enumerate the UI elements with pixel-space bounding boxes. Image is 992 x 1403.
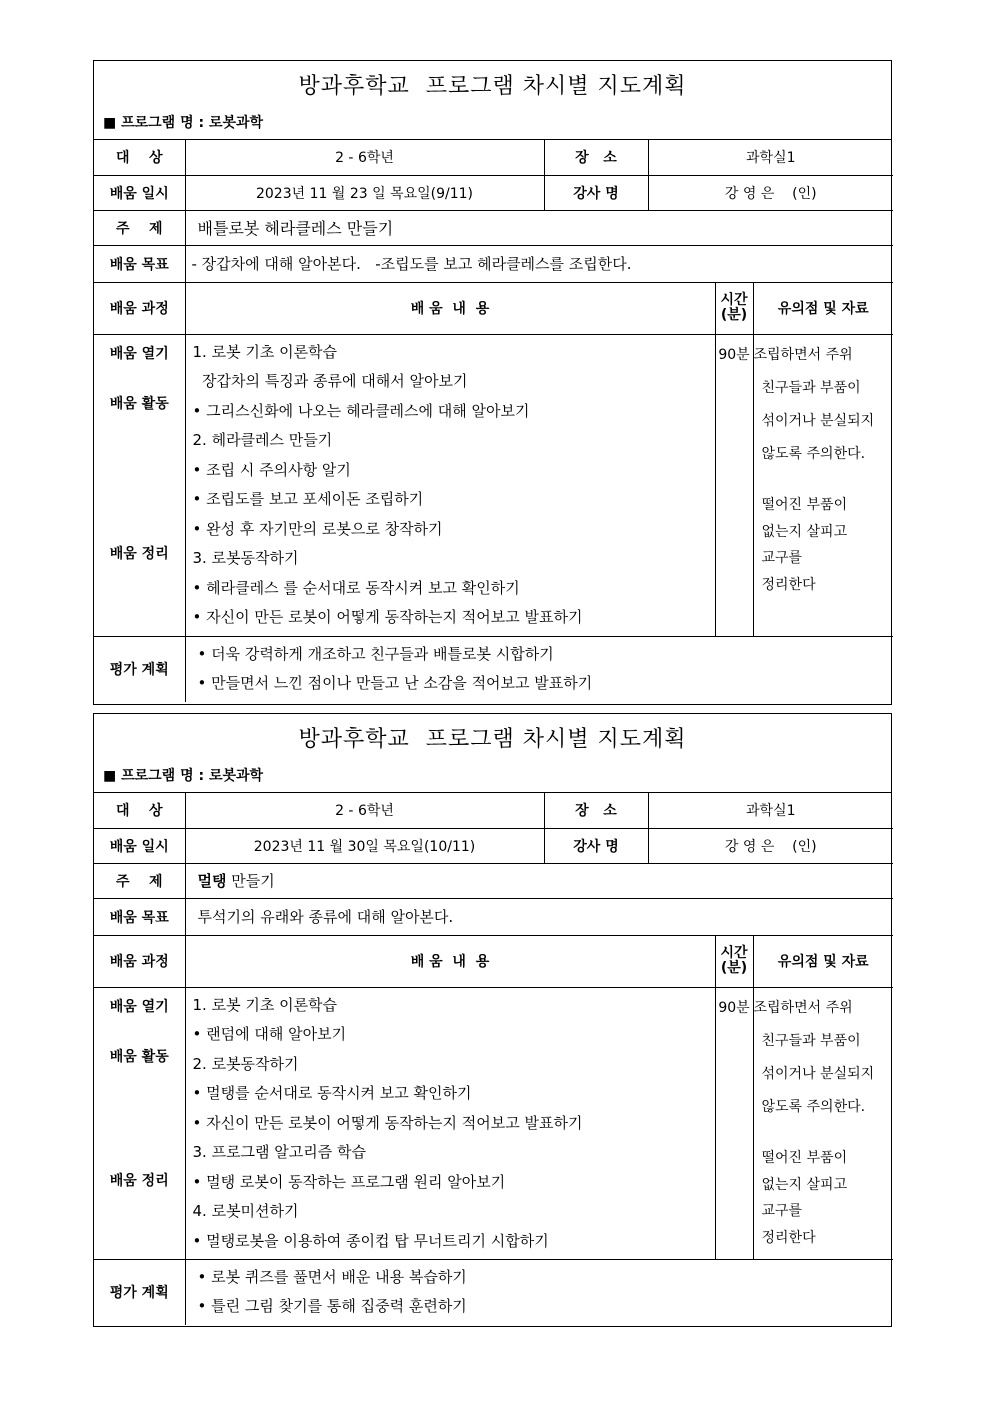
- content-line: • 조립 시 주의사항 알기: [192, 460, 351, 479]
- note-line: 없는지 살피고: [761, 1176, 848, 1193]
- topic-bold: 멀탱: [197, 872, 227, 890]
- note-line: 조립하면서 주위: [753, 346, 853, 363]
- note-line: 않도록 주의한다.: [761, 1098, 866, 1115]
- note-line: 떨어진 부품이: [761, 1149, 848, 1166]
- note-line: 친구들과 부품이: [761, 1032, 861, 1049]
- content-line: 장갑차의 특징과 종류에 대해서 알아보기: [192, 372, 468, 390]
- date-value: 2023년 11 월 23 일 목요일(9/11): [185, 175, 544, 210]
- target-label: 대 상: [94, 793, 185, 828]
- eval-line: • 로봇 퀴즈를 풀면서 배운 내용 복습하기: [197, 1268, 467, 1286]
- place-value: 과학실1: [648, 140, 893, 175]
- note-line: 없는지 살피고: [761, 523, 848, 540]
- process-label: 배움 과정: [94, 935, 185, 987]
- target-value: 2 - 6학년: [185, 140, 544, 175]
- plan-table: [94, 793, 893, 1325]
- place-label: 장 소: [544, 140, 648, 175]
- stage-activity: 배움 활동: [109, 395, 169, 412]
- time-label: 시간(분): [715, 935, 753, 987]
- note-line: 정리한다: [761, 576, 816, 593]
- content-line: • 헤라클레스 를 순서대로 동작시켜 보고 확인하기: [192, 578, 520, 597]
- plan-title: 방과후학교 프로그램 차시별 지도계획: [298, 74, 687, 99]
- content-line: 3. 프로그램 알고리즘 학습: [192, 1143, 367, 1161]
- content-line: 2. 헤라클레스 만들기: [192, 431, 333, 449]
- content-line: • 완성 후 자기만의 로봇으로 창작하기: [192, 519, 443, 538]
- content-label: 배 움 내 용: [185, 282, 715, 334]
- content-line: • 자신이 만든 로봇이 어떻게 동작하는지 적어보고 발표하기: [192, 608, 583, 626]
- notes-label: 유의점 및 자료: [753, 935, 893, 987]
- eval-line: • 만들면서 느낀 점이나 만들고 난 소감을 적어보고 발표하기: [197, 673, 593, 692]
- content-line: • 랜덤에 대해 알아보기: [192, 1025, 347, 1043]
- plan-header: [94, 61, 891, 140]
- plan-title: 방과후학교 프로그램 차시별 지도계획: [298, 727, 687, 752]
- time-label: 시간(분): [715, 282, 753, 334]
- topic-label: 주 제: [94, 210, 185, 245]
- content-line: • 자신이 만든 로봇이 어떻게 동작하는지 적어보고 발표하기: [192, 1113, 583, 1132]
- eval-line: • 더욱 강력하게 개조하고 친구들과 배틀로봇 시합하기: [197, 644, 554, 663]
- stage-open: 배움 열기: [109, 345, 169, 362]
- content-line: 1. 로봇 기초 이론학습: [192, 342, 338, 361]
- note-line: 정리한다: [761, 1229, 816, 1246]
- note-line: 떨어진 부품이: [761, 496, 848, 513]
- time-value: 90분: [715, 987, 753, 1260]
- note-line: 조립하면서 주위: [753, 999, 853, 1016]
- goal-value: 투석기의 유래와 종류에 대해 알아본다.: [185, 898, 893, 935]
- content-line: 3. 로봇동작하기: [192, 549, 299, 567]
- date-label: 배움 일시: [94, 828, 185, 863]
- notes-list: [753, 334, 893, 636]
- content-line: • 멀탱 로봇이 동작하는 프로그램 원리 알아보기: [192, 1172, 506, 1191]
- plan-table: [94, 140, 893, 702]
- place-label: 장 소: [544, 793, 648, 828]
- content-line: • 멀탱를 순서대로 동작시켜 보고 확인하기: [192, 1084, 472, 1102]
- content-line: 4. 로봇미션하기: [192, 1202, 299, 1220]
- stage-open: 배움 열기: [109, 998, 169, 1015]
- eval-list: [185, 1260, 893, 1325]
- note-line: 친구들과 부품이: [761, 379, 861, 396]
- note-line: 않도록 주의한다.: [761, 445, 866, 462]
- content-list: [185, 334, 715, 636]
- topic-value: 만들기: [226, 872, 275, 890]
- content-line: • 조립도를 보고 포세이돈 조립하기: [192, 490, 424, 508]
- content-label: 배 움 내 용: [185, 935, 715, 987]
- note-line: 교구를: [761, 549, 803, 566]
- eval-list: [185, 636, 893, 702]
- target-label: 대 상: [94, 140, 185, 175]
- eval-line: • 틀린 그림 찾기를 통해 집중력 훈련하기: [197, 1297, 467, 1315]
- stage-activity: 배움 활동: [109, 1048, 169, 1065]
- lesson-plan-2: [93, 713, 892, 1327]
- program-name: ■ 프로그램 명 : 로봇과학: [103, 115, 264, 131]
- place-value: 과학실1: [648, 793, 893, 828]
- content-line: • 멀탱로봇을 이용하여 종이컵 탑 무너트리기 시합하기: [192, 1231, 549, 1250]
- date-label: 배움 일시: [94, 175, 185, 210]
- goal-label: 배움 목표: [94, 245, 185, 282]
- stage-close: 배움 정리: [109, 545, 169, 562]
- stage-column: [94, 334, 185, 636]
- eval-label: 평가 계획: [94, 1260, 185, 1325]
- goal-label: 배움 목표: [94, 898, 185, 935]
- process-label: 배움 과정: [94, 282, 185, 334]
- stage-close: 배움 정리: [109, 1172, 169, 1189]
- note-line: 섞이거나 분실되지: [761, 412, 875, 429]
- instructor-value: 강 영 은 (인): [648, 828, 893, 863]
- note-line: 교구를: [761, 1202, 803, 1219]
- notes-list: [753, 987, 893, 1260]
- target-value: 2 - 6학년: [185, 793, 544, 828]
- notes-label: 유의점 및 자료: [753, 282, 893, 334]
- topic-label: 주 제: [94, 863, 185, 898]
- goal-value: - 장갑차에 대해 알아본다. -조립도를 보고 헤라클레스를 조립한다.: [185, 245, 893, 282]
- topic-value: 배틀로봇 헤라클레스 만들기: [185, 210, 893, 245]
- content-line: • 그리스신화에 나오는 헤라클레스에 대해 알아보기: [192, 401, 530, 420]
- content-line: 2. 로봇동작하기: [192, 1054, 299, 1073]
- date-value: 2023년 11 월 30일 목요일(10/11): [185, 828, 544, 863]
- instructor-value: 강 영 은 (인): [648, 175, 893, 210]
- lesson-plan-1: [93, 60, 892, 705]
- note-line: 섞이거나 분실되지: [761, 1065, 875, 1082]
- instructor-label: 강사 명: [544, 828, 648, 863]
- eval-label: 평가 계획: [94, 636, 185, 702]
- plan-header: [94, 714, 891, 793]
- stage-column: [94, 987, 185, 1260]
- topic-cell: [185, 863, 893, 898]
- content-line: 1. 로봇 기초 이론학습: [192, 995, 338, 1014]
- program-name: ■ 프로그램 명 : 로봇과학: [103, 768, 264, 784]
- content-list: [185, 987, 715, 1260]
- instructor-label: 강사 명: [544, 175, 648, 210]
- time-value: 90분: [715, 334, 753, 636]
